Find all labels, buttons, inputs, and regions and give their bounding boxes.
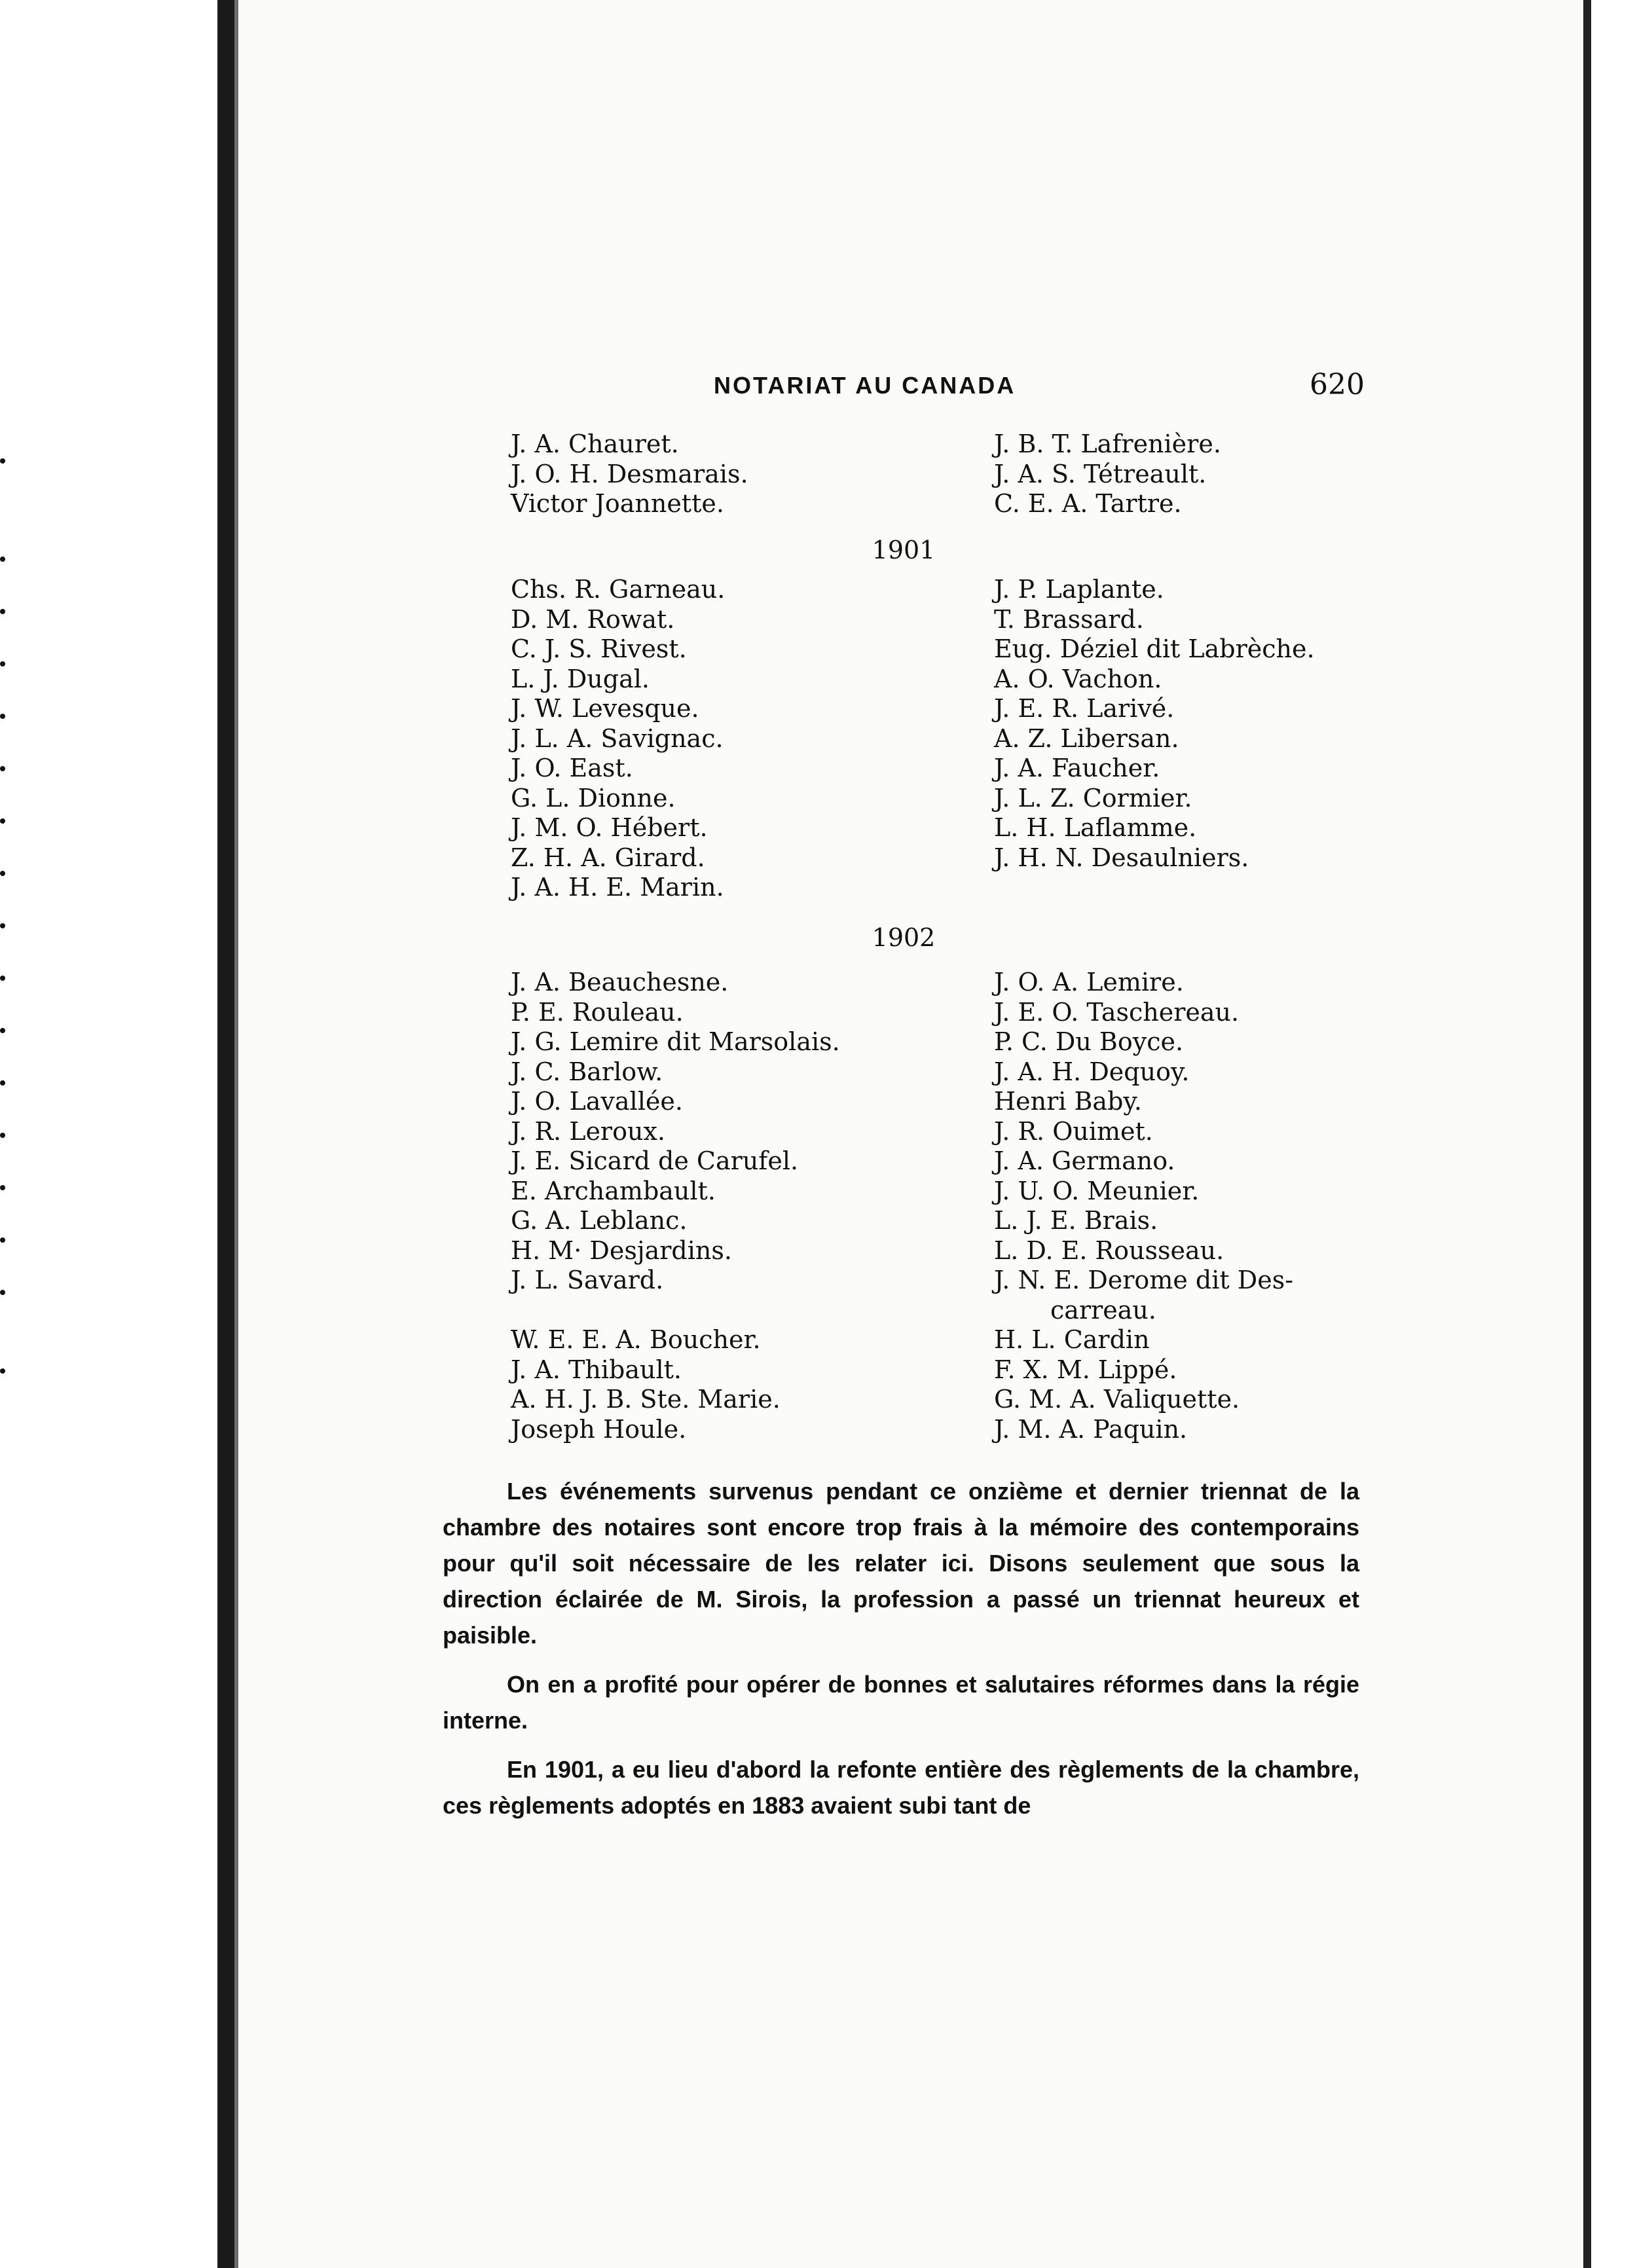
margin-tick xyxy=(0,458,5,464)
name-entry: G. A. Leblanc. xyxy=(511,1206,688,1235)
margin-tick xyxy=(0,1368,5,1374)
paragraph: Les événements survenus pendant ce onzième et dernier triennat de la chambre des notaires sont encore trop frais à la mémoire des contemporains pour qu'il soit nécessaire de les relater ici. Disons seulement que sous la direction éclairée de M. Sirois, la profession a passé un triennat heureux et paisible. xyxy=(443,1478,1359,1649)
margin-tick xyxy=(0,1185,5,1190)
name-entry-continuation: carreau. xyxy=(1050,1295,1156,1325)
book-spine-edge xyxy=(217,0,234,2268)
name-entry: G. M. A. Valiquette. xyxy=(994,1385,1240,1414)
name-entry: J. G. Lemire dit Marsolais. xyxy=(511,1027,840,1056)
page-right-edge xyxy=(1583,0,1591,2268)
margin-tick xyxy=(0,557,5,562)
name-entry: Joseph Houle. xyxy=(511,1414,687,1444)
name-entry: L. J. Dugal. xyxy=(511,664,650,693)
name-entry: J. A. Faucher. xyxy=(994,754,1160,782)
name-entry: C. E. A. Tartre. xyxy=(994,489,1182,518)
name-entry: Victor Joannette. xyxy=(511,489,724,518)
name-entry: J. O. A. Lemire. xyxy=(994,968,1184,997)
year-heading-1901: 1901 xyxy=(872,536,936,564)
name-entry: J. E. Sicard de Carufel. xyxy=(511,1146,799,1175)
year-1901-right-column xyxy=(994,575,1315,873)
name-entry: P. C. Du Boyce. xyxy=(994,1027,1184,1056)
name-entry: J. H. N. Desaulniers. xyxy=(994,843,1249,872)
name-entry: E. Archambault. xyxy=(511,1176,716,1205)
name-entry: C. J. S. Rivest. xyxy=(511,634,687,663)
margin-tick xyxy=(0,1028,5,1033)
paragraph: En 1901, a eu lieu d'abord la refonte entière des règlements de la chambre, ces règlements adoptés en 1883 avaient subi tant de xyxy=(443,1756,1359,1819)
name-entry: J. A. Chauret. xyxy=(511,430,679,458)
name-entry: L. H. Laflamme. xyxy=(994,813,1197,842)
name-entry: J. O. Lavallée. xyxy=(511,1087,683,1116)
name-entry: H. M· Desjardins. xyxy=(511,1235,732,1265)
margin-tick xyxy=(0,766,5,771)
name-entry: J. O. H. Desmarais. xyxy=(511,459,748,488)
paragraph: On en a profité pour opérer de bonnes et salutaires réformes dans la régie interne. xyxy=(443,1671,1359,1734)
year-1902-right-column xyxy=(994,968,1293,1444)
name-entry: W. E. E. A. Boucher. xyxy=(511,1325,761,1354)
name-entry: J. R. Ouimet. xyxy=(994,1116,1153,1146)
name-entry: T. Brassard. xyxy=(994,604,1144,634)
year-1901-left-column xyxy=(511,575,725,903)
name-entry: Eug. Déziel dit Labrèche. xyxy=(994,634,1315,663)
name-entry: P. E. Rouleau. xyxy=(511,997,684,1027)
margin-tick xyxy=(0,714,5,719)
spine-shadow xyxy=(234,0,238,2268)
name-entry: Chs. R. Garneau. xyxy=(511,575,726,604)
margin-tick xyxy=(0,1080,5,1086)
name-entry: G. L. Dionne. xyxy=(511,783,676,813)
name-entry: H. L. Cardin xyxy=(994,1325,1150,1354)
margin-tick xyxy=(0,1290,5,1295)
name-entry: Henri Baby. xyxy=(994,1087,1142,1116)
name-entry: L. D. E. Rousseau. xyxy=(994,1235,1224,1265)
name-entry: J. A. H. E. Marin. xyxy=(511,873,724,902)
name-entry: J. C. Barlow. xyxy=(511,1057,663,1086)
margin-tick xyxy=(0,661,5,667)
name-entry: J. N. E. Derome dit Des- xyxy=(994,1266,1294,1294)
name-entry: J. A. Germano. xyxy=(994,1146,1175,1175)
name-entry: J. R. Leroux. xyxy=(511,1116,665,1146)
margin-tick xyxy=(0,1133,5,1138)
name-entry: J. W. Levesque. xyxy=(511,694,699,723)
margin-tick xyxy=(0,923,5,928)
left-scan-margin xyxy=(0,0,217,2268)
name-entry: D. M. Rowat. xyxy=(511,604,675,634)
margin-tick xyxy=(0,871,5,876)
running-title: NOTARIAT AU CANADA xyxy=(714,372,1016,399)
blank-entry xyxy=(511,1296,840,1326)
name-entry: J. A. Beauchesne. xyxy=(511,968,729,997)
name-entry: J. M. O. Hébert. xyxy=(511,813,708,842)
name-entry: Z. H. A. Girard. xyxy=(511,843,705,872)
name-entry: A. H. J. B. Ste. Marie. xyxy=(511,1385,781,1414)
name-entry: J. A. H. Dequoy. xyxy=(994,1057,1190,1086)
name-entry: L. J. E. Brais. xyxy=(994,1206,1158,1235)
name-entry: A. Z. Libersan. xyxy=(994,723,1179,753)
margin-tick xyxy=(0,609,5,614)
margin-tick xyxy=(0,1237,5,1243)
name-entry: J. U. O. Meunier. xyxy=(994,1176,1200,1205)
top-block-right-column xyxy=(994,430,1221,519)
name-entry: J. M. A. Paquin. xyxy=(994,1414,1188,1444)
margin-tick xyxy=(0,818,5,824)
name-entry: A. O. Vachon. xyxy=(994,664,1162,693)
name-entry: J. L. Savard. xyxy=(511,1266,664,1294)
right-scan-margin xyxy=(1591,0,1637,2268)
name-entry: J. E. R. Larivé. xyxy=(994,694,1175,723)
name-entry: J. L. Z. Cormier. xyxy=(994,783,1192,813)
top-block-left-column xyxy=(511,430,748,519)
body-text xyxy=(443,1473,1359,1837)
name-entry: J. O. East. xyxy=(511,754,633,782)
page-number: 620 xyxy=(1310,368,1365,401)
year-1902-left-column xyxy=(511,968,840,1444)
margin-tick xyxy=(0,976,5,981)
name-entry: F. X. M. Lippé. xyxy=(994,1355,1177,1384)
name-entry: J. B. T. Lafrenière. xyxy=(994,430,1221,458)
name-entry: J. L. A. Savignac. xyxy=(511,723,724,753)
name-entry: J. E. O. Taschereau. xyxy=(994,997,1240,1027)
name-entry: J. A. Thibault. xyxy=(511,1355,682,1384)
name-entry: J. A. S. Tétreault. xyxy=(994,459,1207,488)
name-entry: J. P. Laplante. xyxy=(994,575,1164,604)
year-heading-1902: 1902 xyxy=(872,923,936,952)
